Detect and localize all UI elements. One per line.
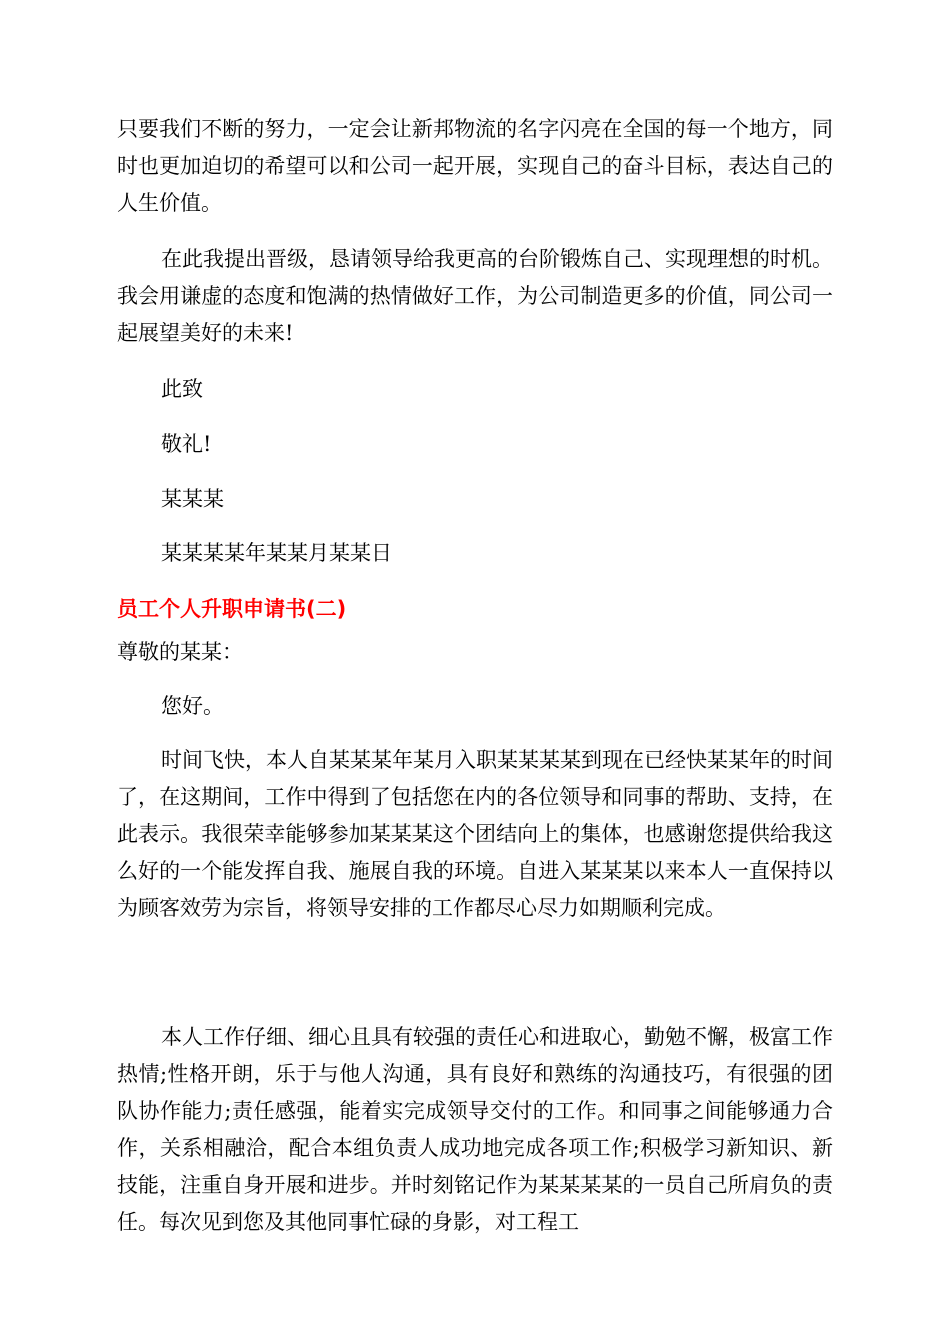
paragraph-promotion-request: 在此我提出晋级，恳请领导给我更高的台阶锻炼自己、实现理想的时机。我会用谦虚的态度和饱满的热情做好工作，为公司制造更多的价值，同公司一起展望美好的未来! — [117, 247, 833, 345]
paragraph-self-assessment: 本人工作仔细、细心且具有较强的责任心和进取心，勤勉不懈，极富工作热情;性格开朗，乐于与他人沟通，具有良好和熟练的沟通技巧，有很强的团队协作能力;责任感强，能着实完成领导交付的工作。和同事之间能够通力合作，关系相融洽，配合本组负责人成功地完成各项工作;积极学习新知识、新技能，注重自身开展和进步。并时刻铭记作为某某某某的一员自己所肩负的责任。每次见到您及其他同事忙碌的身影，对工程工 — [117, 1025, 833, 1234]
signature: 某某某 — [161, 487, 224, 511]
closing-phrase: 此致 — [161, 377, 203, 401]
hello-line: 您好。 — [161, 694, 224, 718]
salutation: 敬礼! — [161, 432, 212, 456]
greeting: 尊敬的某某： — [117, 640, 243, 664]
date-line: 某某某某年某某月某某日 — [161, 541, 392, 565]
paragraph-closing-remarks: 只要我们不断的努力，一定会让新邦物流的名字闪亮在全国的每一个地方，同时也更加迫切的希望可以和公司一起开展，实现自己的奋斗目标，表达自己的人生价值。 — [117, 117, 833, 215]
paragraph-work-history: 时间飞快，本人自某某某年某月入职某某某某到现在已经快某某年的时间了，在这期间，工作中得到了包括您在内的各位领导和同事的帮助、支持，在此表示。我很荣幸能够参加某某某这个团结向上的集体，也感谢您提供给我这么好的一个能发挥自我、施展自我的环境。自进入某某某以来本人一直保持以为顾客效劳为宗旨，将领导安排的工作都尽心尽力如期顺利完成。 — [117, 748, 833, 920]
section-heading: 员工个人升职申请书(二) — [117, 597, 347, 621]
